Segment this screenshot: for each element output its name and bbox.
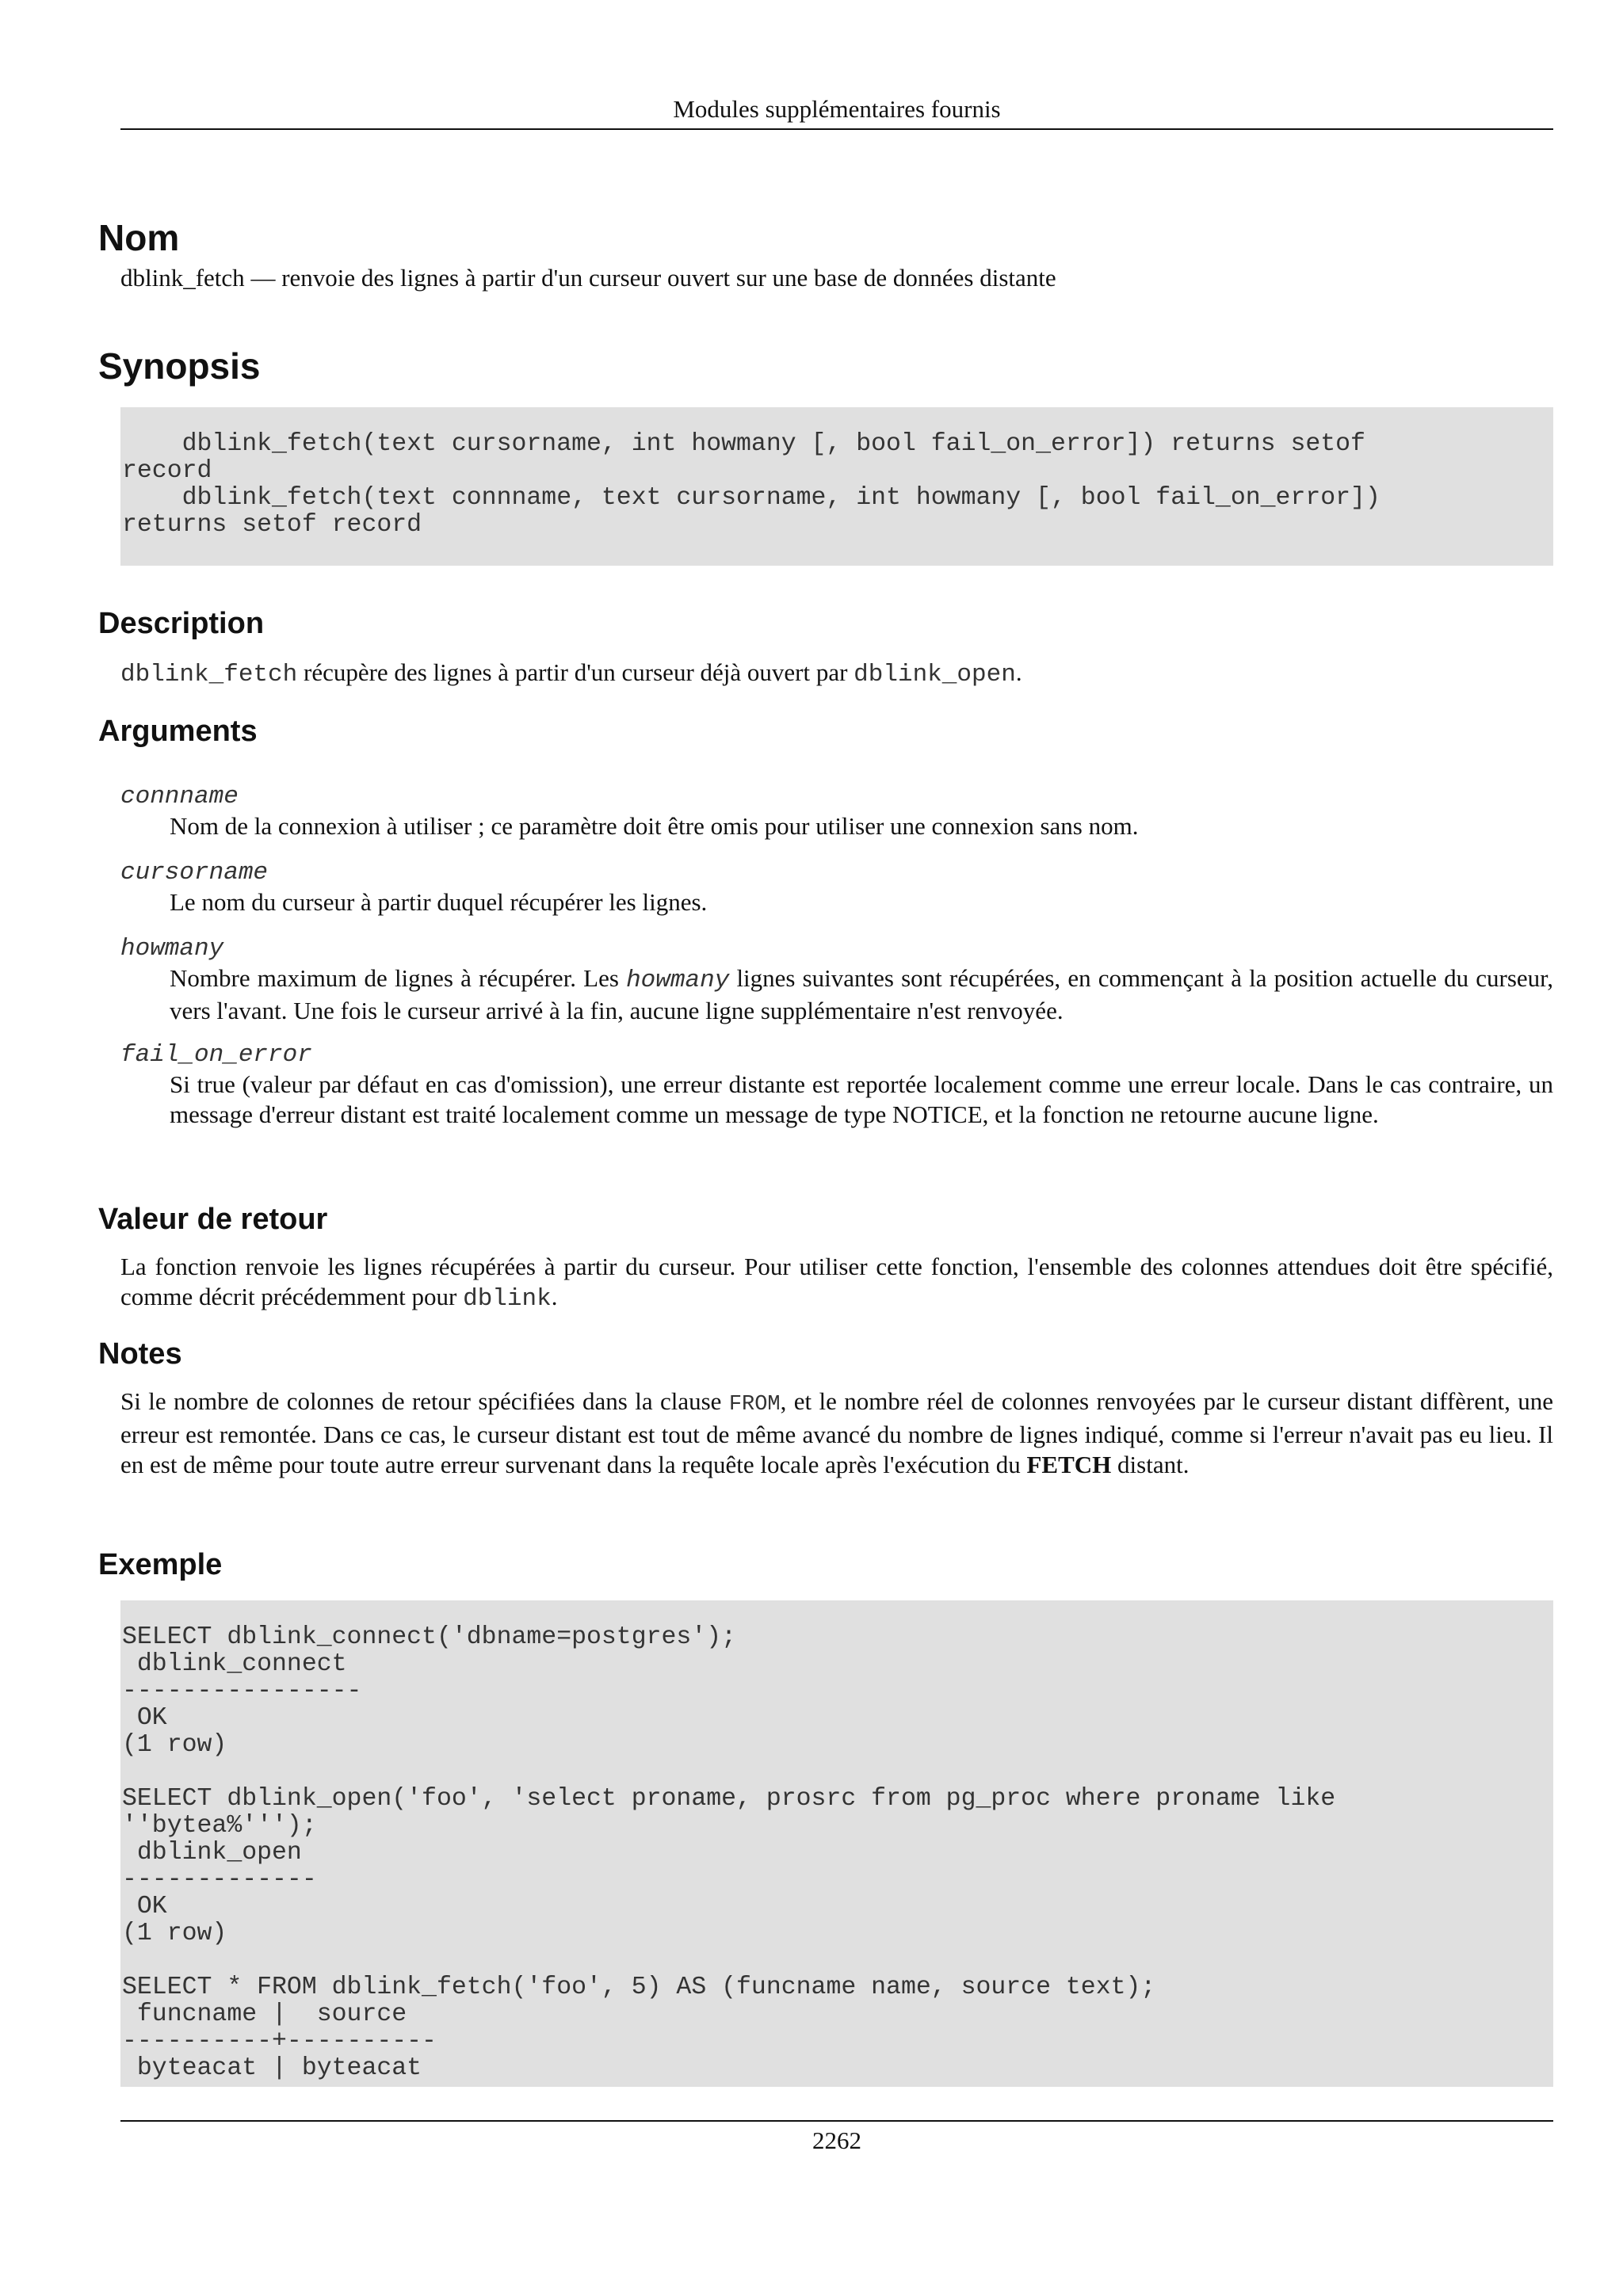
argument-definition-cursorname: Le nom du curseur à partir duquel récupérer les lignes. [170,888,708,916]
description-body: récupère des lignes à partir d'un curseur déjà ouvert par [297,658,854,686]
argument-term-connname: connname [120,783,239,810]
definition-text: lignes suivantes sont récupérées, en commençant à la position actuelle du curseur, vers l'avant. Une fois le curseur arrivé à la fin, aucune ligne supplémentaire n'est renvoyée. [170,964,1553,1024]
argument-term-fail-on-error: fail_on_error [120,1041,312,1069]
bold-keyword-fetch: FETCH [1026,1451,1112,1478]
notes-body: , et le nombre réel de colonnes renvoyées par le curseur distant diffèrent, une erreur est remontée. Dans ce cas, le curseur distant est tout de même avancé du nombre de lignes indiqué, comme si l'erreur n'avait pas eu lieu. Il en est de même pour toute autre erreur survenant dans la requête locale après l'exécution du [120,1387,1553,1478]
section-heading-valeur-de-retour: Valeur de retour [98,1203,328,1236]
argument-term-cursorname: cursorname [120,859,269,887]
argument-definition-fail-on-error: Si true (valeur par défaut en cas d'omission), une erreur distante est reportée localement comme une erreur locale. Dans le cas contraire, un message d'erreur distant est traité localement comme un message de type NOTICE, et la fonction ne retourne aucune ligne. [170,1070,1553,1128]
definition-text: Nombre maximum de lignes à récupérer. Les [170,964,627,992]
notes-text [120,1386,1553,1480]
em-dash: — [244,264,282,292]
example-code-block: SELECT dblink_connect('dbname=postgres'); dblink_connect ---------------- OK (1 row) SELECT dblink_open('foo', 'select proname, prosrc from pg_proc where proname like ''bytea%'''); dblink_open ------------- OK (1 row) SELECT * FROM dblink_fetch('foo', 5) AS (funcname name, source text); funcname | source ----------+---------- byteacat | byteacat [120,1600,1553,2087]
inline-code-function: dblink_fetch [120,661,298,688]
return-value-end: . [551,1283,558,1310]
running-header: Modules supplémentaires fournis [120,93,1553,130]
section-heading-synopsis: Synopsis [98,345,261,387]
synopsis-code-block: dblink_fetch(text cursorname, int howmany [, bool fail_on_error]) returns setof record dblink_fetch(text connname, text cursorname, int howmany [, bool fail_on_error]) returns setof record [120,407,1553,566]
page-number: 2262 [120,2120,1553,2157]
nom-description [120,263,1553,293]
description-text [120,658,1553,690]
function-name: dblink_fetch [120,264,245,292]
section-heading-notes: Notes [98,1337,182,1371]
return-value-body: La fonction renvoie les lignes récupérées à partir du curseur. Pour utiliser cette fonction, l'ensemble des colonnes attendues doit être spécifié, comme décrit précédemment pour [120,1253,1553,1310]
inline-code-reference: dblink [463,1285,552,1313]
argument-term-howmany: howmany [120,935,224,963]
section-heading-nom: Nom [98,217,180,258]
section-heading-description: Description [98,607,265,640]
inline-keyword-from: FROM [728,1393,781,1417]
argument-definition-howmany [170,963,1553,1026]
argument-definition-connname: Nom de la connexion à utiliser ; ce paramètre doit être omis pour utiliser une connexion sans nom. [170,812,1139,840]
valeur-de-retour-text [120,1252,1553,1314]
description-end: . [1015,658,1022,686]
function-purpose: renvoie des lignes à partir d'un curseur ouvert sur une base de données distante [281,264,1056,292]
notes-end: distant. [1111,1451,1190,1478]
section-heading-arguments: Arguments [98,715,258,748]
inline-parameter: howmany [626,967,730,994]
notes-body: Si le nombre de colonnes de retour spécifiées dans la clause [120,1387,729,1415]
inline-code-reference: dblink_open [854,661,1016,688]
section-heading-exemple: Exemple [98,1548,223,1581]
